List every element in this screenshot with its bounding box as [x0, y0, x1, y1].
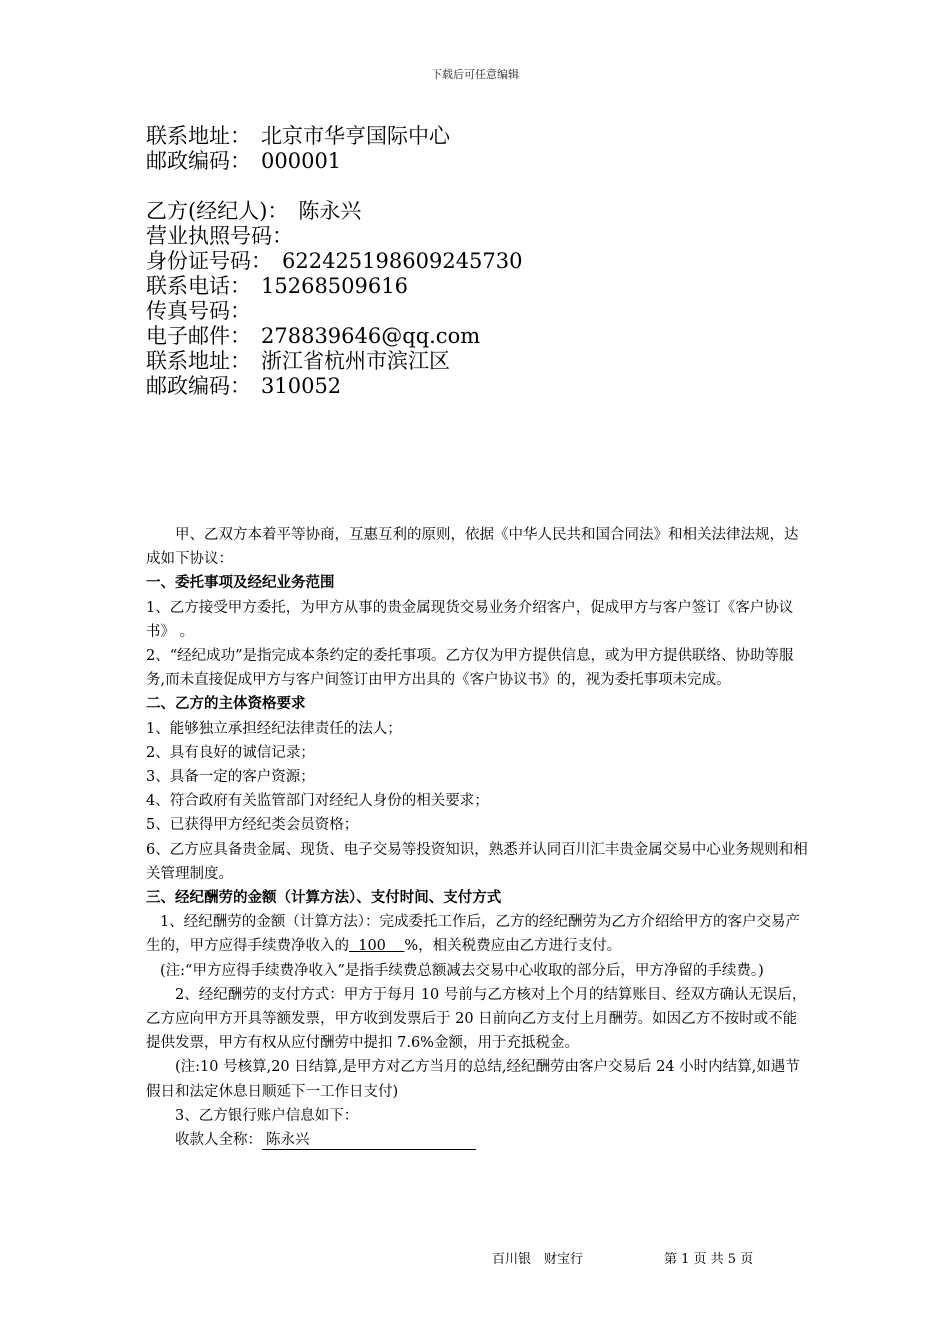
- payee-row: [146, 1128, 810, 1152]
- party-b-email-row: [146, 324, 523, 349]
- field-value: 278839646@qq.com: [261, 324, 481, 348]
- field-label: 联系地址：: [146, 349, 251, 373]
- clause-2-2: 2、具有良好的诚信记录；: [146, 744, 315, 761]
- agreement-body: [146, 523, 810, 1152]
- party-b-name-row: [146, 199, 523, 224]
- section-heading-2: 二、乙方的主体资格要求: [146, 696, 306, 713]
- party-b-address-row: [146, 349, 523, 374]
- clause-3-1: [146, 910, 810, 958]
- note-1: (注:“甲方应得手续费净收入”是指手续费总额减去交易中心收取的部分后，甲方净留的手续费。): [160, 962, 764, 979]
- party-a-postcode-row: [146, 149, 450, 174]
- page-header-note: 下载后可任意编辑: [431, 68, 519, 81]
- field-value: 310052: [261, 374, 342, 398]
- clause-3-1-text: 1、经纪酬劳的金额（计算方法）：完成委托工作后，乙方的经纪酬劳为乙方介绍给甲方的客户交易产生的，甲方应得手续费净收入的: [146, 914, 800, 955]
- field-value: 000001: [261, 149, 342, 173]
- field-label: 邮政编码：: [146, 374, 251, 398]
- party-b-license-row: [146, 224, 523, 249]
- note-2: (注:10 号核算,20 日结算,是甲方对乙方当月的总结,经纪酬劳由客户交易后 24 小时内结算,如遇节假日和法定休息日顺延下一工作日支付): [146, 1059, 800, 1100]
- clause-1-2: 2、“经纪成功”是指完成本条约定的委托事项。乙方仅为甲方提供信息，或为甲方提供联络、协助等服务,而未直接促成甲方与客户间签订由甲方出具的《客户协议书》的，视为委托事项未完成。: [146, 648, 794, 689]
- party-b-postcode-row: [146, 374, 523, 399]
- field-label: 联系地址：: [146, 124, 251, 148]
- field-value: 陈永兴: [298, 199, 362, 223]
- clause-2-3: 3、具备一定的客户资源；: [146, 769, 315, 786]
- field-label: 营业执照号码：: [146, 224, 293, 248]
- clause-2-4: 4、符合政府有关监管部门对经纪人身份的相关要求；: [146, 793, 489, 810]
- intro-paragraph: 甲、乙双方本着平等协商，互惠互利的原则，依据《中华人民共和国合同法》和相关法律法规，达成如下协议：: [146, 527, 799, 568]
- field-value: 浙江省杭州市滨江区: [261, 349, 450, 373]
- party-b-phone-row: [146, 274, 523, 299]
- section-heading-1: 一、委托事项及经纪业务范围: [146, 575, 335, 592]
- field-label: 电子邮件：: [146, 324, 251, 348]
- clause-2-1: 1、能够独立承担经纪法律责任的法人；: [146, 720, 402, 737]
- field-label: 乙方(经纪人)：: [146, 199, 289, 223]
- clause-3-3: 3、乙方银行账户信息如下：: [175, 1107, 359, 1124]
- payee-label: 收款人全称：: [175, 1132, 262, 1149]
- clause-2-6: 6、乙方应具备贵金属、现货、电子交易等投资知识，熟悉并认同百川汇丰贵金属交易中心业务规则和相关管理制度。: [146, 841, 808, 882]
- party-a-contact-block: [146, 124, 450, 174]
- field-label: 邮政编码：: [146, 149, 251, 173]
- party-a-address-row: [146, 124, 450, 149]
- section-heading-3: 三、经纪酬劳的金额（计算方法）、支付时间、支付方式: [146, 890, 502, 907]
- clause-1-1: 1、乙方接受甲方委托，为甲方从事的贵金属现货交易业务介绍客户，促成甲方与客户签订《客户协议书》 。: [146, 599, 794, 640]
- commission-percent: [349, 938, 404, 954]
- party-b-id-row: [146, 249, 523, 274]
- field-label: 传真号码：: [146, 299, 251, 323]
- clause-3-2: 2、经纪酬劳的支付方式：甲方于每月 10 号前与乙方核对上个月的结算账目、经双方确认无误后，乙方应向甲方开具等额发票，甲方收到发票后于 20 日前向乙方支付上月酬劳。如因乙方不按时或不能提供发票，甲方有权从应付酬劳中提扣 7.6%金额，用于充抵税金。: [146, 986, 807, 1052]
- clause-3-1-tail: %，相关税费应由乙方进行支付。: [404, 938, 622, 955]
- commission-percent-value: 100: [358, 938, 386, 955]
- field-label: 联系电话：: [146, 274, 251, 298]
- clause-2-5: 5、已获得甲方经纪类会员资格；: [146, 817, 359, 834]
- footer-company: 百川银 财宝行: [492, 1252, 584, 1267]
- payee-value: 陈永兴: [262, 1131, 476, 1150]
- footer-page-number: 第 1 页 共 5 页: [664, 1252, 754, 1267]
- field-label: 身份证号码：: [146, 249, 272, 273]
- party-b-info-block: [146, 199, 523, 399]
- field-value: 北京市华亨国际中心: [261, 124, 450, 148]
- field-value: 622425198609245730: [282, 249, 523, 273]
- party-b-fax-row: [146, 299, 523, 324]
- field-value: 15268509616: [261, 274, 408, 298]
